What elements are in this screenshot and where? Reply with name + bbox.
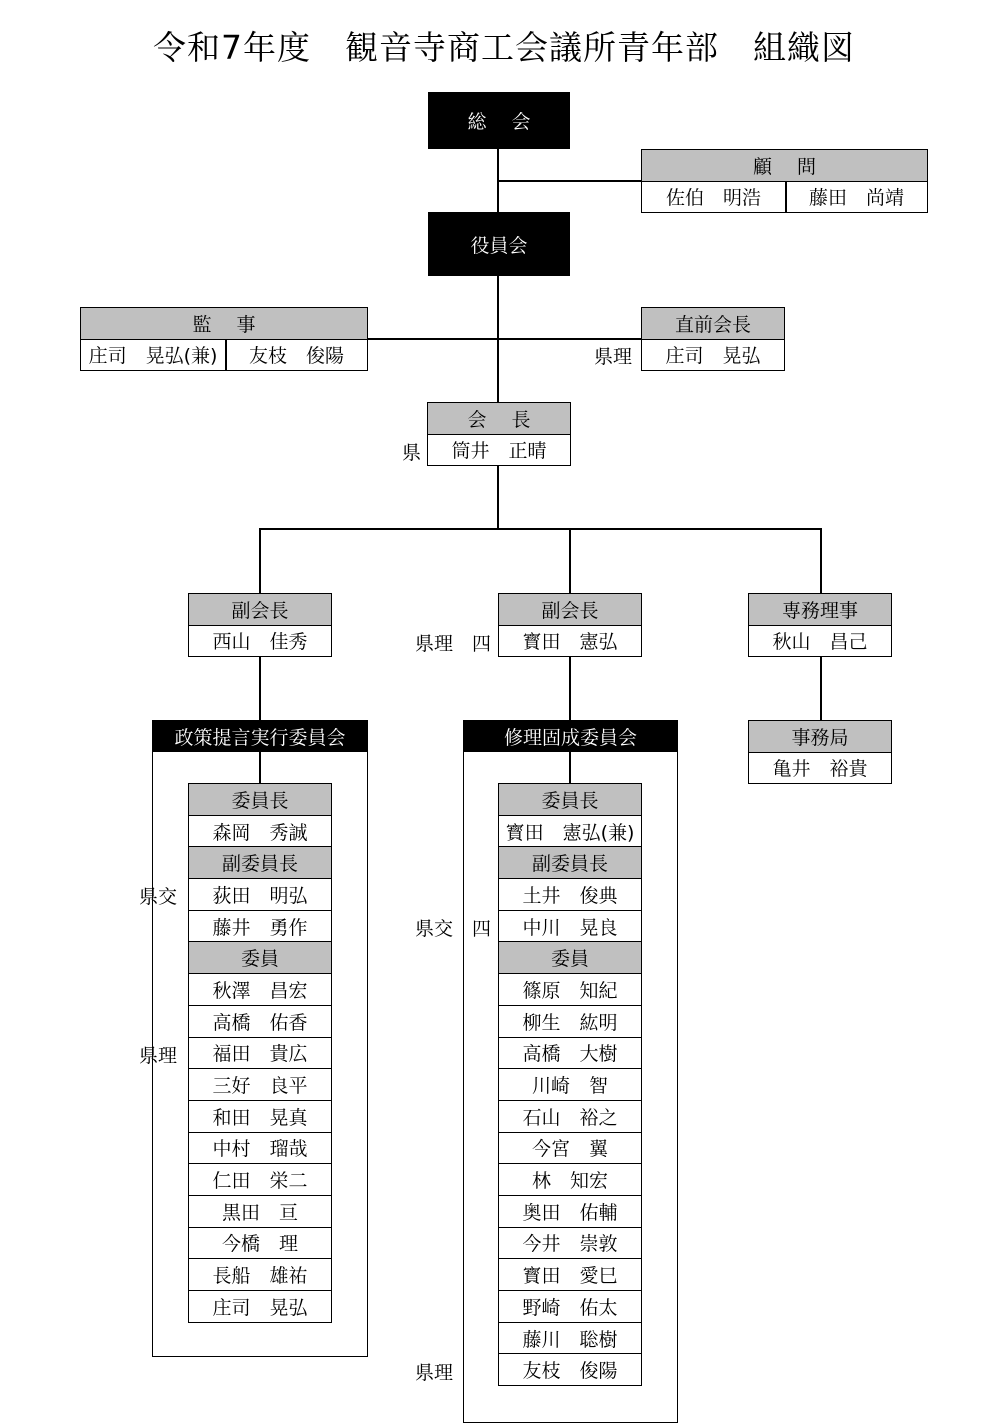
member-name: 福田 貴広 [189, 1037, 331, 1069]
advisors-box [641, 149, 928, 213]
committee-role-header: 委員長 [499, 783, 641, 815]
member-name: 長船 雄祐 [189, 1258, 331, 1290]
advisors-header: 顧 問 [642, 150, 927, 182]
advisor-name: 佐伯 明浩 [665, 187, 761, 209]
member-name: 野崎 佑太 [499, 1290, 641, 1322]
member-name: 篠原 知紀 [499, 973, 641, 1005]
member-prefix-label: 県交 四 [415, 917, 492, 940]
committee-left-member-list [188, 783, 332, 1323]
president-header: 会 長 [428, 403, 570, 435]
exec-director-name: 秋山 昌己 [772, 631, 868, 653]
member-name: 中川 晃良 [499, 910, 641, 942]
president-name: 筒井 正晴 [451, 440, 547, 462]
member-prefix-label: 県交 [139, 886, 178, 909]
exec-director-box [748, 593, 892, 657]
member-name: 友枝 俊陽 [499, 1353, 641, 1385]
past-president-header: 直前会長 [642, 308, 784, 340]
secretariat-box [748, 720, 892, 784]
member-name: 今橋 理 [189, 1227, 331, 1259]
connector-line [367, 338, 642, 340]
past-president-box [641, 307, 785, 371]
connector-line [569, 657, 571, 720]
vp-center-header: 副会長 [499, 594, 641, 626]
president-prefix: 県 [402, 442, 422, 464]
member-name: 高橋 佑香 [189, 1005, 331, 1037]
member-name: 和田 晃真 [189, 1100, 331, 1132]
vp-left-header: 副会長 [189, 594, 331, 626]
secretariat-name: 亀井 裕貴 [772, 758, 868, 780]
member-prefix-label: 県理 [139, 1044, 178, 1067]
auditor-name: 庄司 晃弘(兼) [88, 345, 218, 367]
committee-role-header: 委員長 [189, 783, 331, 815]
page-title: 令和7年度 観音寺商工会議所青年部 組織図 [153, 28, 855, 67]
auditors-box [80, 307, 368, 371]
member-name: 三好 良平 [189, 1068, 331, 1100]
vp-left-name: 西山 佳秀 [212, 631, 308, 653]
committee-right-member-list [498, 783, 642, 1386]
connector-line [820, 528, 822, 594]
auditor-name: 友枝 俊陽 [248, 345, 344, 367]
advisor-name: 藤田 尚靖 [808, 187, 904, 209]
board-box: 役員会 [428, 212, 570, 276]
connector-line [820, 657, 822, 720]
connector-line [569, 528, 571, 594]
member-name: 奥田 佑輔 [499, 1195, 641, 1227]
member-name: 寳田 愛巳 [499, 1258, 641, 1290]
member-name: 石山 裕之 [499, 1100, 641, 1132]
member-name: 柳生 紘明 [499, 1005, 641, 1037]
member-name: 黒田 亘 [189, 1195, 331, 1227]
member-name: 荻田 明弘 [189, 878, 331, 910]
committee-role-header: 副委員長 [189, 846, 331, 878]
member-prefix-label: 県理 [415, 1361, 454, 1384]
connector-line [259, 528, 261, 594]
connector-line [259, 528, 821, 530]
member-name: 林 知宏 [499, 1163, 641, 1195]
vp-left-box [188, 593, 332, 657]
member-name: 藤川 聡樹 [499, 1322, 641, 1354]
committee-role-header: 副委員長 [499, 846, 641, 878]
member-name: 森岡 秀誠 [189, 815, 331, 847]
member-name: 寳田 憲弘(兼) [499, 815, 641, 847]
committee-left-title: 政策提言実行委員会 [152, 720, 368, 752]
member-name: 高橋 大樹 [499, 1037, 641, 1069]
past-president-name: 庄司 晃弘 [665, 345, 761, 367]
member-name: 秋澤 昌宏 [189, 973, 331, 1005]
vp-center-box [498, 593, 642, 657]
member-name: 仁田 栄二 [189, 1163, 331, 1195]
general-meeting-box: 総 会 [428, 92, 570, 149]
committee-role-header: 委員 [189, 941, 331, 973]
vp-center-name: 寳田 憲弘 [522, 631, 618, 653]
committee-role-header: 委員 [499, 941, 641, 973]
past-president-prefix: 県理 [594, 346, 633, 368]
member-name: 川崎 智 [499, 1068, 641, 1100]
auditors-header: 監 事 [81, 308, 367, 340]
member-name: 今井 崇敦 [499, 1227, 641, 1259]
vp-center-prefix: 県理 四 [415, 633, 492, 655]
committee-right-title: 修理固成委員会 [463, 720, 678, 752]
member-name: 庄司 晃弘 [189, 1290, 331, 1322]
connector-line [259, 657, 261, 720]
member-name: 中村 瑠哉 [189, 1132, 331, 1164]
president-box [427, 402, 571, 466]
member-name: 土井 俊典 [499, 878, 641, 910]
member-name: 藤井 勇作 [189, 910, 331, 942]
connector-line [498, 180, 642, 182]
secretariat-header: 事務局 [749, 721, 891, 753]
member-name: 今宮 翼 [499, 1132, 641, 1164]
exec-director-header: 専務理事 [749, 594, 891, 626]
connector-line [497, 466, 499, 529]
